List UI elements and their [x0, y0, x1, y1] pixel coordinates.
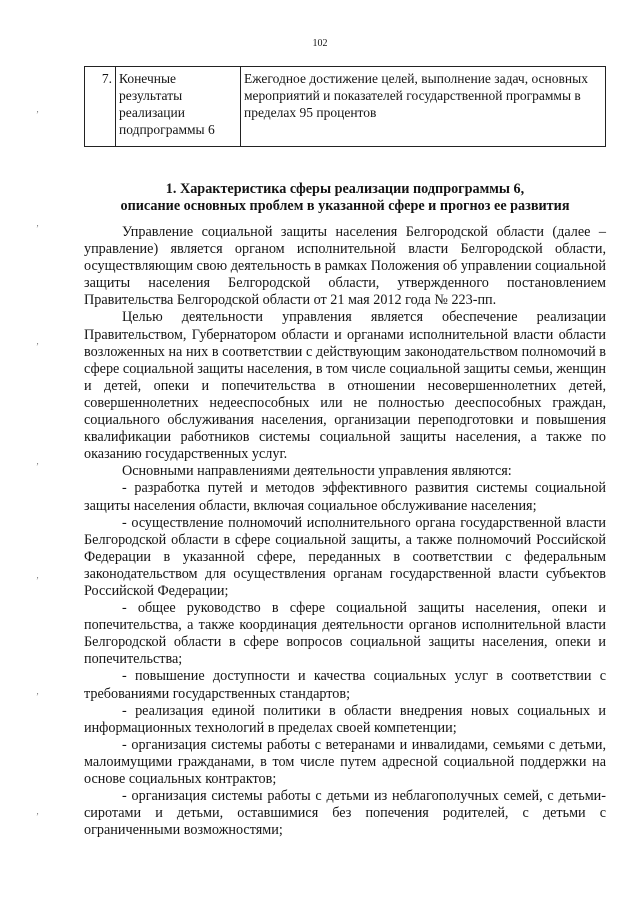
row-value: Ежегодное достижение целей, выполнение задач, основных мероприятий и показателей государственной программы в пределах 95 процентов: [241, 67, 606, 147]
margin-mark: ‚: [36, 686, 39, 696]
margin-mark: ‚: [36, 336, 39, 346]
paragraph: Управление социальной защиты населения Белгородской области (далее – управление) является органом исполнительной власти Белгородской области, осуществляющим свою деятельность в рамках Положения об управлении социальной защиты населения Белгородской области, утвержденного постановлением Правительства Белгородской области от 21 мая 2012 года № 223-пп.: [84, 224, 606, 309]
margin-mark: ‚: [36, 218, 39, 228]
section-title-line: описание основных проблем в указанной сфере и прогноз ее развития: [120, 198, 570, 214]
list-item: - общее руководство в сфере социальной защиты населения, опеки и попечительства, а также координация деятельности органов исполнительной власти Белгородской области в сфере вопросов социальной защиты населения, опеки и попечительства;: [84, 600, 606, 668]
list-item: - организация системы работы с детьми из неблагополучных семей, с детьми-сиротами и детьми, оставшимися без попечения родителей, с детьми с ограниченными возможностями;: [84, 788, 606, 839]
row-number: 7.: [85, 67, 116, 147]
margin-mark: ‚: [36, 806, 39, 816]
list-item: - повышение доступности и качества социальных услуг в соответствии с требованиями государственных стандартов;: [84, 668, 606, 702]
margin-mark: ‚: [36, 456, 39, 466]
row-label-line: Конечные: [119, 71, 177, 86]
row-label-line: результаты: [119, 88, 183, 103]
list-item: - осуществление полномочий исполнительного органа государственной власти Белгородской области в сфере социальной защиты, а также полномочий Российской Федерации в указанной сфере, переданных в соответствии с федеральным законодательством для осуществления органам государственной власти субъектов Российской Федерации;: [84, 514, 606, 599]
margin-mark: ‚: [36, 570, 39, 580]
list-item: - организация системы работы с ветеранами и инвалидами, семьями с детьми, малоимущими гражданами, в том числе путем адресной социальной поддержки на основе социальных контрактов;: [84, 736, 606, 787]
row-label-line: реализации: [119, 105, 185, 120]
document-body: [84, 224, 606, 839]
list-item: - реализация единой политики в области внедрения новых социальных и информационных технологий в пределах своей компетенции;: [84, 702, 606, 736]
list-item: - разработка путей и методов эффективного развития системы социальной защиты населения области, включая социальное обслуживание населения;: [84, 480, 606, 514]
paragraph: Основными направлениями деятельности управления являются:: [122, 463, 512, 480]
row-label: [116, 67, 241, 147]
table-row: [85, 67, 606, 147]
program-info-table: [84, 66, 606, 147]
margin-mark: ‚: [36, 104, 39, 114]
row-label-line: подпрограммы 6: [119, 122, 215, 137]
page-number: 102: [312, 38, 328, 49]
section-title: [84, 181, 606, 215]
section-title-line: 1. Характеристика сферы реализации подпрограммы 6,: [165, 181, 525, 197]
paragraph: Целью деятельности управления является обеспечение реализации Правительством, Губернатором области и органами исполнительной власти области возложенных на них в соответствии с действующим законодательством полномочий в сфере социальной защиты населения, в том числе социальной защиты семьи, женщин и детей, опеки и попечительства в отношении несовершеннолетних детей, совершеннолетних недееспособных или не полностью дееспособных граждан, социального обслуживания населения, организации переподготовки и повышения квалификации работников системы социальной защиты населения, а также по оказанию государственных услуг.: [84, 309, 606, 463]
